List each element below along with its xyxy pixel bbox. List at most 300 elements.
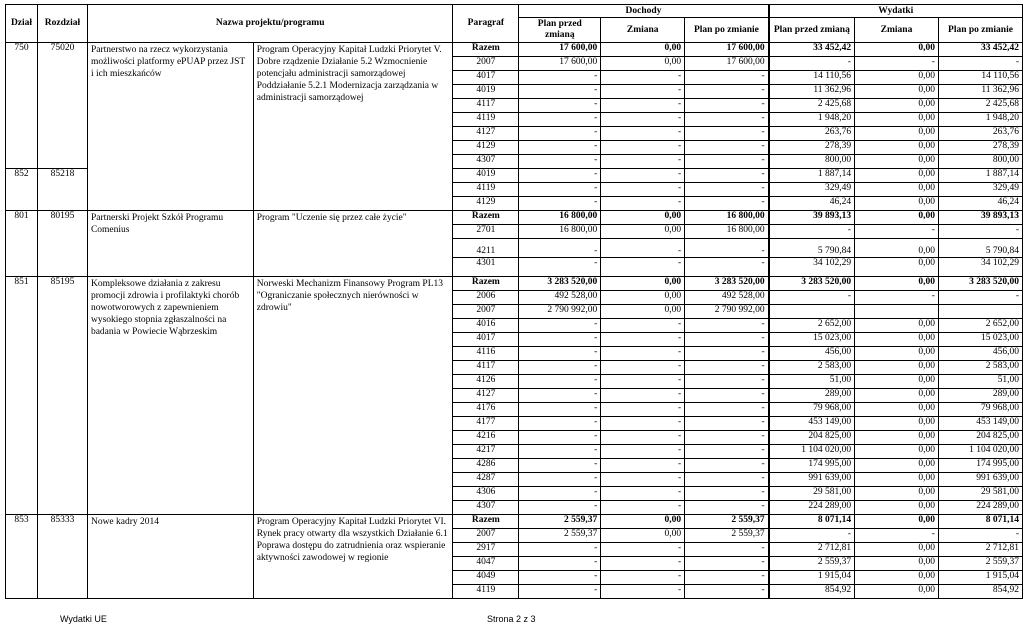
cell-paragraf: 4306 — [453, 487, 519, 501]
cell-value: 492 528,00 — [519, 291, 601, 305]
cell-value: 0,00 — [855, 445, 939, 459]
header-doch-plan-po: Plan po zmianie — [685, 18, 769, 43]
cell-value: - — [685, 389, 769, 403]
cell-value: - — [601, 141, 685, 155]
cell-value: 0,00 — [855, 141, 939, 155]
cell-value: - — [601, 459, 685, 473]
cell-value: 5 790,84 — [938, 239, 1022, 258]
cell-value: - — [685, 431, 769, 445]
cell-value: 1 104 020,00 — [769, 445, 855, 459]
cell-paragraf: 4307 — [453, 155, 519, 169]
cell-paragraf: 4216 — [453, 431, 519, 445]
cell-value: 17 600,00 — [519, 57, 601, 71]
cell-value: - — [601, 403, 685, 417]
cell-dzial: 853 — [6, 515, 38, 599]
cell-value: 329,49 — [769, 183, 855, 197]
cell-value: 0,00 — [855, 473, 939, 487]
cell-value: 0,00 — [855, 99, 939, 113]
cell-value: 0,00 — [601, 305, 685, 319]
cell-value: - — [685, 501, 769, 515]
cell-value: 2 425,68 — [938, 99, 1022, 113]
cell-value: 14 110,56 — [769, 71, 855, 85]
cell-project-name: Partnerstwo na rzecz wykorzystania możliwości platformy ePUAP przez JST i ich mieszkańców — [87, 43, 253, 211]
cell-value: 263,76 — [938, 127, 1022, 141]
cell-dzial: 851 — [6, 277, 38, 515]
cell-paragraf: 4019 — [453, 169, 519, 183]
cell-value: - — [685, 169, 769, 183]
cell-paragraf: 2007 — [453, 529, 519, 543]
cell-value: 2 559,37 — [685, 515, 769, 529]
cell-value: - — [685, 445, 769, 459]
cell-value: - — [685, 99, 769, 113]
cell-value: 2 712,81 — [938, 543, 1022, 557]
cell-value: - — [685, 361, 769, 375]
cell-value: - — [855, 57, 939, 71]
cell-value: - — [519, 361, 601, 375]
header-dzial: Dział — [6, 5, 38, 43]
cell-program-name: Program Operacyjny Kapitał Ludzki Priorytet V. Dobre rządzenie Działanie 5.2 Wzmocnienie potencjału administracji samorządowej Poddziałanie 5.2.1 Modernizacja zarządzania w administracji samorządowej — [253, 43, 453, 211]
cell-paragraf: 4019 — [453, 85, 519, 99]
cell-rozdzial: 85195 — [37, 277, 87, 515]
cell-value: - — [769, 57, 855, 71]
cell-value: 0,00 — [855, 197, 939, 211]
header-dochody: Dochody — [519, 5, 769, 18]
cell-paragraf: Razem — [453, 277, 519, 291]
cell-value: 29 581,00 — [769, 487, 855, 501]
cell-value: 2 559,37 — [769, 557, 855, 571]
cell-value: - — [685, 333, 769, 347]
cell-project-name: Kompleksowe działania z zakresu promocji zdrowia i profilaktyki chorób nowotworowych z zapewnieniem wysokiego stopnia zgłaszalności na badania w Powiecie Wąbrzeskim — [87, 277, 253, 515]
cell-paragraf: 4119 — [453, 183, 519, 197]
cell-value: - — [938, 529, 1022, 543]
cell-paragraf: 4127 — [453, 127, 519, 141]
cell-value: 3 283 520,00 — [769, 277, 855, 291]
cell-value: 800,00 — [938, 155, 1022, 169]
cell-value: 0,00 — [855, 571, 939, 585]
cell-program-name: Norweski Mechanizm Finansowy Program PL13 "Ograniczanie społecznych nierówności w zdrowiu" — [253, 277, 453, 515]
cell-paragraf: 2006 — [453, 291, 519, 305]
cell-value: - — [601, 169, 685, 183]
cell-value: 0,00 — [601, 277, 685, 291]
cell-value: 3 283 520,00 — [685, 277, 769, 291]
budget-table — [5, 4, 1023, 599]
header-nazwa: Nazwa projektu/programu — [87, 5, 452, 43]
footer-label: Wydatki UE — [60, 614, 107, 624]
cell-value: - — [519, 543, 601, 557]
cell-value: - — [601, 417, 685, 431]
cell-value: - — [601, 197, 685, 211]
cell-value: - — [938, 225, 1022, 239]
cell-paragraf: 4049 — [453, 571, 519, 585]
cell-value: - — [685, 459, 769, 473]
cell-value: 0,00 — [855, 113, 939, 127]
cell-value: 0,00 — [601, 43, 685, 57]
cell-value: 2 790 992,00 — [685, 305, 769, 319]
cell-value: 0,00 — [855, 319, 939, 333]
table-row — [6, 43, 1023, 57]
cell-value: - — [519, 258, 601, 277]
cell-value: - — [519, 113, 601, 127]
cell-project-name: Partnerski Projekt Szkół Programu Comenius — [87, 211, 253, 277]
cell-value: 3 283 520,00 — [519, 277, 601, 291]
cell-value: 2 583,00 — [938, 361, 1022, 375]
cell-value: - — [855, 225, 939, 239]
cell-value: - — [685, 403, 769, 417]
cell-value: - — [519, 319, 601, 333]
cell-value: 17 600,00 — [685, 57, 769, 71]
cell-paragraf: 4286 — [453, 459, 519, 473]
cell-value: 2 790 992,00 — [519, 305, 601, 319]
cell-value: - — [601, 85, 685, 99]
cell-rozdzial: 80195 — [37, 211, 87, 277]
cell-value: - — [601, 239, 685, 258]
cell-value: 0,00 — [855, 211, 939, 225]
cell-value: 0,00 — [855, 501, 939, 515]
cell-value: 0,00 — [855, 375, 939, 389]
cell-value: - — [519, 347, 601, 361]
cell-paragraf: 2701 — [453, 225, 519, 239]
cell-value: - — [519, 445, 601, 459]
cell-value: - — [601, 501, 685, 515]
cell-value: 0,00 — [855, 361, 939, 375]
cell-paragraf: Razem — [453, 43, 519, 57]
cell-value: 0,00 — [601, 529, 685, 543]
cell-paragraf: 4117 — [453, 99, 519, 113]
cell-value: 453 149,00 — [769, 417, 855, 431]
cell-value: - — [519, 473, 601, 487]
cell-rozdzial: 85218 — [37, 169, 87, 211]
cell-paragraf: 2917 — [453, 543, 519, 557]
cell-value: - — [601, 431, 685, 445]
cell-value: - — [769, 529, 855, 543]
cell-value: - — [519, 155, 601, 169]
cell-paragraf: 4211 — [453, 239, 519, 258]
cell-rozdzial: 75020 — [37, 43, 87, 169]
cell-value: 991 639,00 — [938, 473, 1022, 487]
cell-paragraf: 4129 — [453, 197, 519, 211]
cell-value: 456,00 — [769, 347, 855, 361]
cell-value: - — [601, 99, 685, 113]
cell-value: 8 071,14 — [938, 515, 1022, 529]
cell-value: 51,00 — [769, 375, 855, 389]
cell-value: 29 581,00 — [938, 487, 1022, 501]
cell-value: 224 289,00 — [938, 501, 1022, 515]
cell-value: - — [685, 71, 769, 85]
cell-value: 0,00 — [855, 85, 939, 99]
cell-value: - — [519, 571, 601, 585]
cell-value: 224 289,00 — [769, 501, 855, 515]
cell-value: - — [601, 585, 685, 599]
cell-value: 0,00 — [855, 333, 939, 347]
cell-value: - — [519, 557, 601, 571]
cell-value: - — [855, 291, 939, 305]
cell-value: - — [685, 127, 769, 141]
cell-paragraf: 4301 — [453, 258, 519, 277]
cell-value: 456,00 — [938, 347, 1022, 361]
cell-value: 0,00 — [855, 585, 939, 599]
cell-value: - — [685, 183, 769, 197]
cell-value: - — [601, 113, 685, 127]
cell-value: 16 800,00 — [519, 225, 601, 239]
cell-value: - — [601, 375, 685, 389]
cell-value: 278,39 — [938, 141, 1022, 155]
cell-value: - — [685, 141, 769, 155]
cell-value: - — [601, 487, 685, 501]
cell-value: 3 283 520,00 — [938, 277, 1022, 291]
cell-value: - — [769, 291, 855, 305]
cell-value: 0,00 — [855, 389, 939, 403]
cell-value: - — [519, 141, 601, 155]
cell-dzial: 750 — [6, 43, 38, 169]
cell-value: - — [519, 197, 601, 211]
cell-value: - — [519, 85, 601, 99]
cell-value: 16 800,00 — [685, 211, 769, 225]
cell-value: 39 893,13 — [938, 211, 1022, 225]
cell-value: 1 915,04 — [769, 571, 855, 585]
cell-paragraf: 4117 — [453, 361, 519, 375]
cell-value: - — [519, 389, 601, 403]
cell-value: 14 110,56 — [938, 71, 1022, 85]
cell-paragraf: 4119 — [453, 585, 519, 599]
cell-value: - — [601, 127, 685, 141]
header-wyd-plan-po: Plan po zmianie — [938, 18, 1022, 43]
cell-value: - — [601, 571, 685, 585]
cell-value: - — [938, 57, 1022, 71]
cell-value — [769, 305, 855, 319]
cell-paragraf: 4017 — [453, 71, 519, 85]
cell-value: - — [601, 473, 685, 487]
cell-value: 263,76 — [769, 127, 855, 141]
cell-value: - — [519, 403, 601, 417]
cell-paragraf: 4287 — [453, 473, 519, 487]
cell-value: - — [601, 333, 685, 347]
cell-value: 2 559,37 — [685, 529, 769, 543]
cell-value: 0,00 — [855, 403, 939, 417]
cell-paragraf: 4016 — [453, 319, 519, 333]
cell-value: - — [601, 319, 685, 333]
table-body — [6, 43, 1023, 599]
cell-value: 0,00 — [855, 258, 939, 277]
cell-value: - — [685, 473, 769, 487]
cell-value: - — [685, 85, 769, 99]
cell-value: - — [519, 71, 601, 85]
cell-value: - — [601, 445, 685, 459]
cell-value — [938, 305, 1022, 319]
cell-rozdzial: 85333 — [37, 515, 87, 599]
cell-value: - — [685, 585, 769, 599]
cell-value: 15 023,00 — [938, 333, 1022, 347]
cell-value: 16 800,00 — [519, 211, 601, 225]
cell-value: - — [519, 169, 601, 183]
cell-value: 0,00 — [601, 211, 685, 225]
cell-value: 174 995,00 — [769, 459, 855, 473]
cell-value: - — [685, 239, 769, 258]
cell-value: - — [519, 417, 601, 431]
cell-value: - — [685, 375, 769, 389]
cell-value: - — [855, 529, 939, 543]
cell-value: - — [601, 361, 685, 375]
cell-value: 1 104 020,00 — [938, 445, 1022, 459]
cell-value: - — [685, 543, 769, 557]
header-wyd-plan-przed: Plan przed zmianą — [769, 18, 855, 43]
cell-value: 16 800,00 — [685, 225, 769, 239]
cell-value: 0,00 — [855, 155, 939, 169]
cell-value: 2 425,68 — [769, 99, 855, 113]
cell-value: 0,00 — [855, 459, 939, 473]
header-doch-plan-przed: Plan przed zmianą — [519, 18, 601, 43]
cell-value: - — [685, 417, 769, 431]
cell-value: 11 362,96 — [938, 85, 1022, 99]
cell-value: - — [601, 258, 685, 277]
cell-value: 0,00 — [855, 169, 939, 183]
cell-paragraf: 4129 — [453, 141, 519, 155]
cell-value: 1 948,20 — [769, 113, 855, 127]
cell-value: - — [519, 239, 601, 258]
cell-value: 79 968,00 — [938, 403, 1022, 417]
cell-value: - — [685, 487, 769, 501]
cell-value: 0,00 — [855, 239, 939, 258]
cell-value: - — [519, 585, 601, 599]
cell-value: - — [601, 347, 685, 361]
cell-value: 329,49 — [938, 183, 1022, 197]
cell-paragraf: 4119 — [453, 113, 519, 127]
cell-value: - — [601, 155, 685, 169]
cell-value: 0,00 — [855, 71, 939, 85]
cell-paragraf: 2007 — [453, 57, 519, 71]
table-row — [6, 277, 1023, 291]
cell-paragraf: 4047 — [453, 557, 519, 571]
cell-paragraf: 4116 — [453, 347, 519, 361]
cell-value: 79 968,00 — [769, 403, 855, 417]
cell-value: 2 559,37 — [519, 515, 601, 529]
cell-value: 33 452,42 — [938, 43, 1022, 57]
cell-value: - — [685, 155, 769, 169]
cell-paragraf: 4177 — [453, 417, 519, 431]
cell-value: - — [601, 183, 685, 197]
cell-value: 11 362,96 — [769, 85, 855, 99]
cell-value: - — [685, 571, 769, 585]
cell-value: 2 559,37 — [519, 529, 601, 543]
cell-program-name: Program "Uczenie się przez całe życie" — [253, 211, 453, 277]
cell-value: 453 149,00 — [938, 417, 1022, 431]
budget-sheet — [5, 4, 1023, 599]
cell-value: - — [601, 389, 685, 403]
cell-value: 39 893,13 — [769, 211, 855, 225]
cell-value: 2 583,00 — [769, 361, 855, 375]
cell-value: 15 023,00 — [769, 333, 855, 347]
cell-value: 0,00 — [855, 127, 939, 141]
cell-value: 800,00 — [769, 155, 855, 169]
cell-value: - — [685, 197, 769, 211]
cell-value: - — [601, 557, 685, 571]
cell-value: - — [519, 127, 601, 141]
cell-paragraf: Razem — [453, 515, 519, 529]
cell-value: 0,00 — [855, 183, 939, 197]
cell-value: - — [519, 333, 601, 347]
cell-value: 1 887,14 — [938, 169, 1022, 183]
cell-value: - — [519, 431, 601, 445]
table-row — [6, 515, 1023, 529]
cell-value: 0,00 — [601, 515, 685, 529]
cell-value: - — [769, 225, 855, 239]
cell-value: - — [519, 501, 601, 515]
cell-value: 46,24 — [769, 197, 855, 211]
cell-value: 0,00 — [601, 57, 685, 71]
cell-value: 0,00 — [601, 291, 685, 305]
cell-value: 204 825,00 — [938, 431, 1022, 445]
cell-value: 0,00 — [855, 557, 939, 571]
cell-value: 1 887,14 — [769, 169, 855, 183]
cell-dzial: 801 — [6, 211, 38, 277]
cell-paragraf: 4217 — [453, 445, 519, 459]
cell-value: 17 600,00 — [685, 43, 769, 57]
cell-value: - — [519, 99, 601, 113]
cell-value: 854,92 — [938, 585, 1022, 599]
header-wydatki: Wydatki — [769, 5, 1023, 18]
cell-value: 1 915,04 — [938, 571, 1022, 585]
header-doch-zmiana: Zmiana — [601, 18, 685, 43]
cell-value: 492 528,00 — [685, 291, 769, 305]
cell-value: 2 712,81 — [769, 543, 855, 557]
cell-value: 1 948,20 — [938, 113, 1022, 127]
cell-value: 278,39 — [769, 141, 855, 155]
cell-value: - — [685, 258, 769, 277]
cell-program-name: Program Operacyjny Kapitał Ludzki Priorytet VI. Rynek pracy otwarty dla wszystkich Działanie 6.1 Poprawa dostępu do zatrudnienia oraz wspieranie aktywności zawodowej w regionie — [253, 515, 453, 599]
cell-paragraf: 4176 — [453, 403, 519, 417]
cell-value: 2 652,00 — [769, 319, 855, 333]
header-rozdzial: Rozdział — [37, 5, 87, 43]
cell-value: 854,92 — [769, 585, 855, 599]
cell-value — [855, 305, 939, 319]
cell-value: 46,24 — [938, 197, 1022, 211]
cell-paragraf: 4127 — [453, 389, 519, 403]
cell-value: 0,00 — [855, 347, 939, 361]
cell-value: 174 995,00 — [938, 459, 1022, 473]
cell-value: - — [601, 71, 685, 85]
cell-value: 289,00 — [938, 389, 1022, 403]
cell-value: 0,00 — [855, 431, 939, 445]
cell-dzial: 852 — [6, 169, 38, 211]
cell-value: - — [601, 543, 685, 557]
cell-value: 51,00 — [938, 375, 1022, 389]
cell-value: 0,00 — [855, 515, 939, 529]
cell-value: - — [685, 113, 769, 127]
cell-value: 289,00 — [769, 389, 855, 403]
cell-value: 0,00 — [855, 543, 939, 557]
cell-value: - — [685, 557, 769, 571]
cell-paragraf: 4126 — [453, 375, 519, 389]
cell-value: 991 639,00 — [769, 473, 855, 487]
table-row — [6, 211, 1023, 225]
cell-value: - — [519, 459, 601, 473]
cell-value: 204 825,00 — [769, 431, 855, 445]
cell-value: - — [519, 375, 601, 389]
cell-value: 2 559,37 — [938, 557, 1022, 571]
header-wyd-zmiana: Zmiana — [855, 18, 939, 43]
cell-project-name: Nowe kadry 2014 — [87, 515, 253, 599]
cell-value: - — [685, 319, 769, 333]
cell-value: 5 790,84 — [769, 239, 855, 258]
page-number: Strona 2 z 3 — [487, 614, 536, 624]
cell-paragraf: 4017 — [453, 333, 519, 347]
cell-value: 33 452,42 — [769, 43, 855, 57]
cell-value: 8 071,14 — [769, 515, 855, 529]
cell-value: 0,00 — [855, 43, 939, 57]
cell-paragraf: Razem — [453, 211, 519, 225]
cell-value: 17 600,00 — [519, 43, 601, 57]
cell-value: 34 102,29 — [769, 258, 855, 277]
cell-value: 0,00 — [855, 487, 939, 501]
